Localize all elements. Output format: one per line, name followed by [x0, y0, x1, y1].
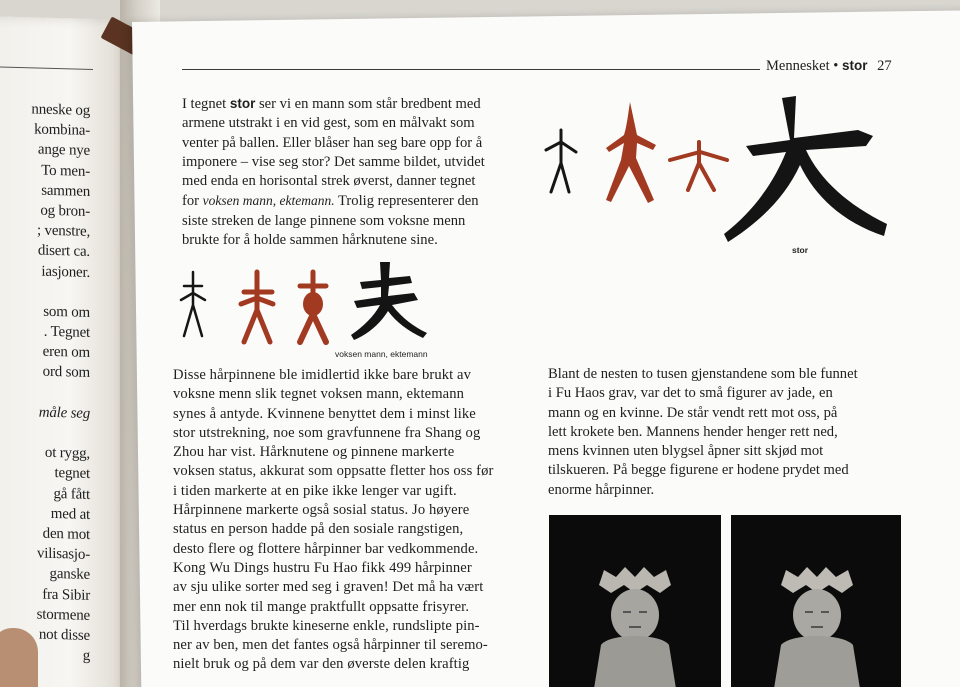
- page-number: 27: [877, 58, 892, 74]
- text-line: voksen status, akkurat som oppsatte fletter hos oss før: [173, 463, 494, 480]
- left-page-line: måle seg: [38, 404, 90, 422]
- left-page-line: kombina-: [34, 121, 90, 140]
- left-page-line: gå fått: [53, 485, 90, 503]
- text-line: desto flere og flottere hårpinner bar vedkommende.: [173, 540, 479, 557]
- left-page-line: som om: [43, 303, 90, 321]
- glyph-voksen-bronze-1: [241, 272, 273, 342]
- left-page-line: disert ca.: [37, 242, 90, 261]
- intro-line: med enda en horisontal strek øverst, danner tegnet: [182, 173, 476, 190]
- intro-line: imponere – vise seg stor? Det samme bildet, utvidet: [182, 153, 485, 170]
- left-page-line: fra Sibir: [42, 586, 90, 604]
- left-page-line: ganske: [49, 566, 90, 584]
- text-line: ner av ben, men det fantes også hårpinner til seremo-: [173, 637, 488, 654]
- left-page-line: sammen: [41, 182, 90, 200]
- left-page-line: tegnet: [54, 465, 90, 483]
- text-line: Disse hårpinnene ble imidlertid ikke bare brukt av: [173, 367, 472, 383]
- text-line: Blant de nesten to tusen gjenstandene som ble funnet: [548, 366, 858, 382]
- intro-line: armene utstrakt i en vid gest, som en målvakt som: [182, 115, 475, 132]
- jade-figure-man-photo: [549, 515, 721, 687]
- left-page-line: ange nye: [37, 141, 90, 160]
- text-line: i Fu Haos grav, var det to små figurer av jade, en: [548, 385, 833, 402]
- text-line: mer enn nok til mange praktfullt oppsatte frisyrer.: [173, 598, 470, 615]
- glyph-stor-modern: [724, 96, 887, 242]
- text-line: Til hverdags brukte kineserne enkle, rundslipte pin-: [173, 617, 480, 634]
- intro-line: for voksen mann, ektemann. Trolig representerer den: [182, 193, 479, 210]
- left-page-line: . Tegnet: [43, 323, 90, 341]
- text-line: stor utstrekning, noe som gravfunnene fra Shang og: [173, 424, 481, 441]
- header-keyword: stor: [841, 58, 868, 73]
- glyph-stor-oracle-stick: [546, 130, 576, 192]
- text-line: enorme hårpinner.: [548, 481, 655, 498]
- left-page-line: med at: [50, 505, 90, 523]
- left-page-line: nneske og: [31, 101, 90, 119]
- left-page-line: eren om: [42, 343, 90, 362]
- jade-figure-woman: [731, 515, 901, 687]
- left-page-line: ord som: [42, 364, 90, 382]
- text-line: av sju ulike sorter med seg i graven! Det må ha vært: [173, 579, 484, 596]
- text-line: mens kvinnen uten blygsel åpner sitt skjød mot: [548, 443, 824, 460]
- jade-figure-woman-photo: [731, 515, 901, 687]
- text-line: synes å antyde. Kvinnene benyttet dem i minst like: [173, 405, 476, 422]
- reader-thumb: [0, 628, 38, 687]
- column-right: [548, 365, 900, 500]
- text-line: voksne menn slik tegnet voksen mann, ektemann: [173, 386, 465, 403]
- left-page-line: ; venstre,: [37, 222, 90, 241]
- left-page-line: not disse: [38, 626, 90, 644]
- glyph-voksen-oracle: [181, 272, 205, 336]
- left-page-line: g: [82, 647, 90, 664]
- intro-line: I tegnet stor ser vi en mann som står bredbent med: [182, 96, 481, 112]
- header-bullet: •: [833, 58, 839, 74]
- text-line: Hårpinnene markerte også sosial status. Jo høyere: [173, 502, 470, 519]
- glyph-voksen-bronze-2: [300, 272, 326, 342]
- text-line: lett krokete ben. Mannens hender henger rett ned,: [548, 423, 838, 440]
- text-line: mann og en kvinne. De står vendt rett mot oss, på: [548, 404, 838, 421]
- section-title: Mennesket: [766, 58, 830, 74]
- intro-line: venter på ballen. Eller blåser han seg bare opp for å: [182, 134, 483, 151]
- left-page-line: ot rygg,: [44, 444, 90, 463]
- text-line: i tiden markerte at en pike ikke lenger var ugift.: [173, 482, 457, 499]
- left-page-line: og bron-: [40, 202, 90, 220]
- left-page-line: stormene: [36, 606, 90, 624]
- glyph-stor-bronze-2: [670, 142, 727, 190]
- intro-line: brukte for å holde sammen hårknutene sine.: [182, 232, 438, 249]
- text-line: nielt bruk og på dem var den øverste delen kraftig: [173, 656, 470, 673]
- left-page-line: den mot: [42, 525, 90, 543]
- lemma-stor: stor: [229, 96, 256, 111]
- intro-line: siste streken de lange pinnene som voksne menn: [182, 212, 466, 229]
- jade-figure-man: [549, 515, 721, 687]
- text-line: Kong Wu Dings hustru Fu Hao fikk 499 hårpinner: [173, 559, 472, 576]
- caption-stor: stor: [792, 245, 809, 255]
- text-line: tilskueren. På begge figurene er hodene prydet med: [548, 462, 849, 479]
- lemma-voksen-mann: voksen mann, ektemann.: [202, 193, 335, 209]
- glyph-stor-bronze-1: [606, 102, 656, 203]
- left-page-line: To men-: [41, 162, 90, 180]
- text-line: status en person hadde på den sosiale rangstigen,: [173, 521, 464, 538]
- left-page-line: vilisasjo-: [37, 545, 90, 564]
- glyph-voksen-modern: [351, 262, 427, 340]
- text-line: Zhou har vist. Hårknutene og pinnene markerte: [173, 444, 455, 461]
- column-left: [173, 366, 525, 675]
- caption-voksen-mann: voksen mann, ektemann: [335, 349, 428, 359]
- left-page-line: iasjoner.: [41, 263, 90, 281]
